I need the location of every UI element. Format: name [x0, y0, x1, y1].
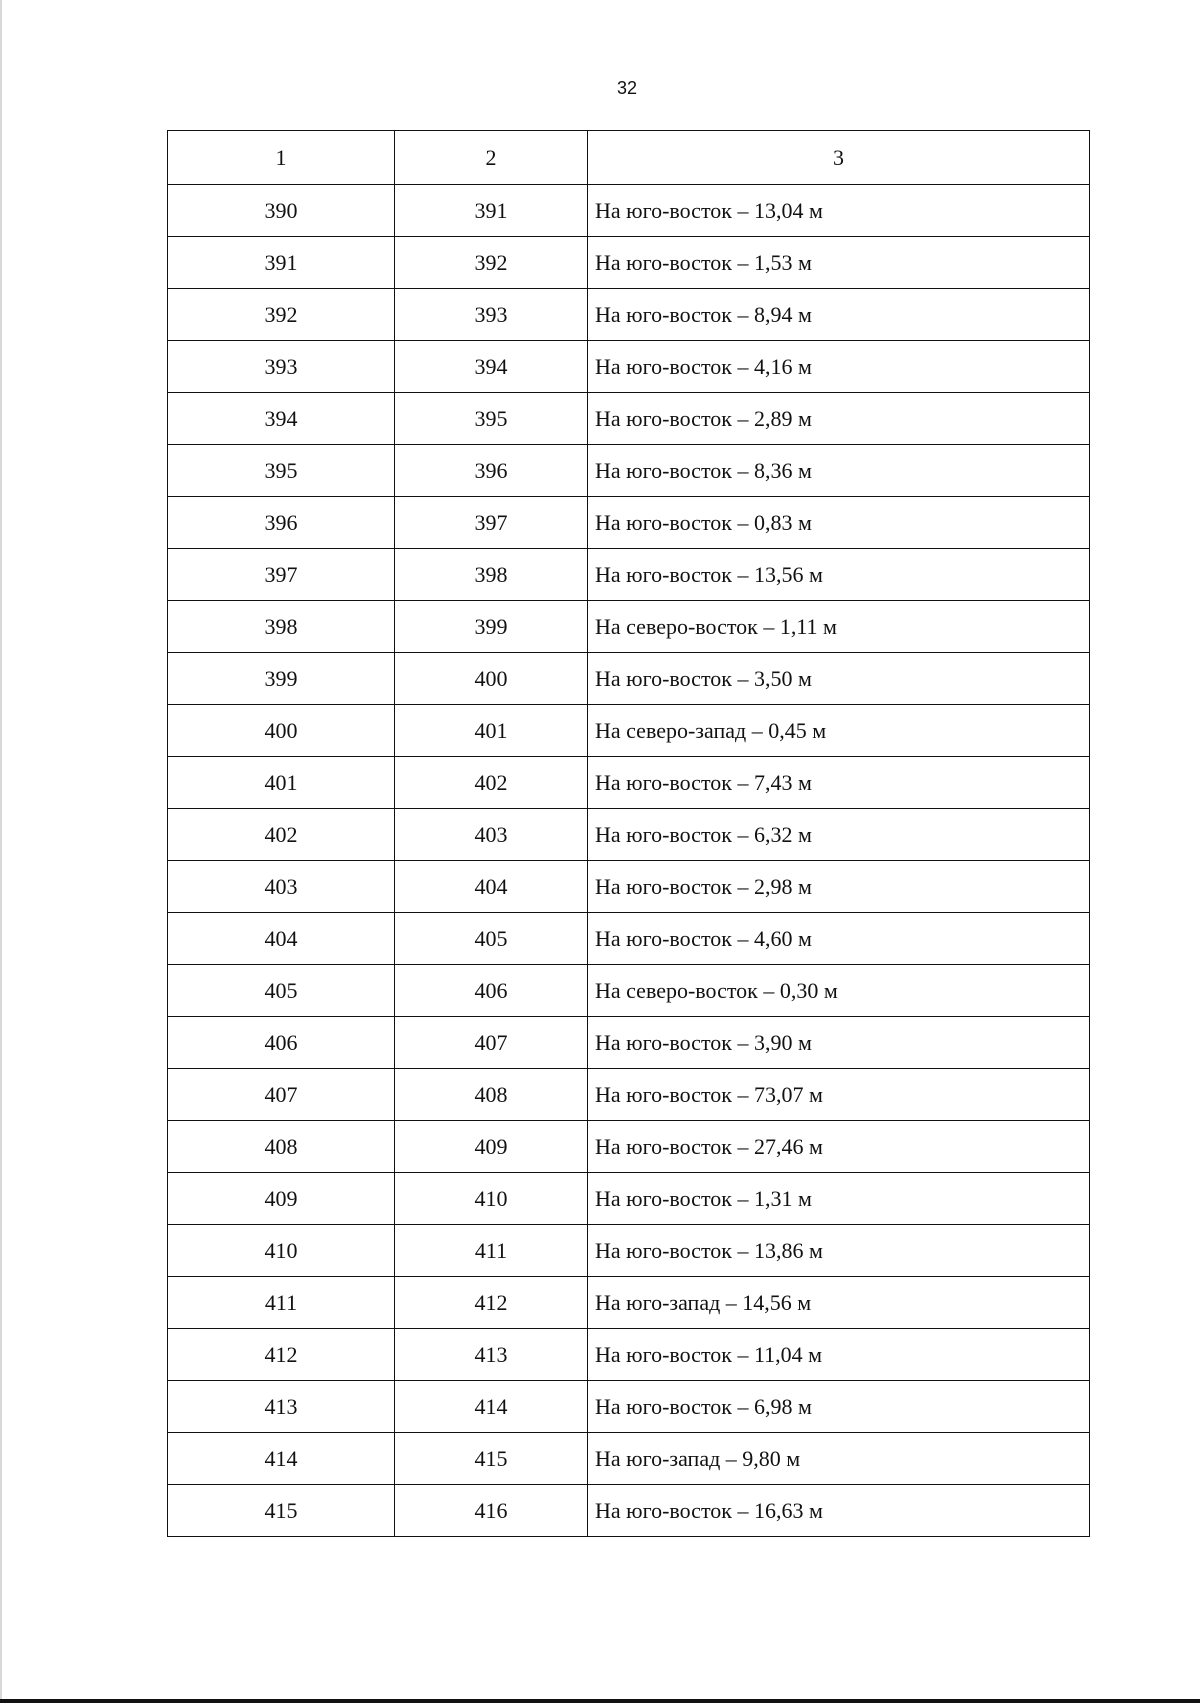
table-row	[168, 497, 1090, 549]
to-point-cell: 408	[395, 1069, 588, 1121]
table-row	[168, 601, 1090, 653]
to-point-cell: 396	[395, 445, 588, 497]
from-point-cell: 412	[168, 1329, 395, 1381]
direction-distance-cell: На северо-восток – 0,30 м	[588, 965, 1090, 1017]
table-row	[168, 1069, 1090, 1121]
from-point-cell: 394	[168, 393, 395, 445]
table-body	[168, 131, 1090, 1537]
table-row	[168, 289, 1090, 341]
table-row	[168, 1329, 1090, 1381]
table-row	[168, 237, 1090, 289]
header-cell-to-point: 2	[395, 131, 588, 185]
direction-distance-cell: На юго-восток – 6,98 м	[588, 1381, 1090, 1433]
table-row	[168, 809, 1090, 861]
direction-distance-cell: На юго-восток – 16,63 м	[588, 1485, 1090, 1537]
direction-distance-cell: На юго-восток – 2,89 м	[588, 393, 1090, 445]
from-point-cell: 398	[168, 601, 395, 653]
from-point-cell: 390	[168, 185, 395, 237]
header-cell-from-point: 1	[168, 131, 395, 185]
to-point-cell: 414	[395, 1381, 588, 1433]
direction-distance-cell: На юго-восток – 1,53 м	[588, 237, 1090, 289]
table-row	[168, 1433, 1090, 1485]
from-point-cell: 411	[168, 1277, 395, 1329]
direction-distance-cell: На юго-восток – 11,04 м	[588, 1329, 1090, 1381]
to-point-cell: 410	[395, 1173, 588, 1225]
to-point-cell: 398	[395, 549, 588, 601]
to-point-cell: 404	[395, 861, 588, 913]
to-point-cell: 399	[395, 601, 588, 653]
table-row	[168, 1277, 1090, 1329]
direction-distance-cell: На юго-восток – 0,83 м	[588, 497, 1090, 549]
to-point-cell: 391	[395, 185, 588, 237]
page-number: 32	[616, 78, 638, 98]
from-point-cell: 396	[168, 497, 395, 549]
direction-distance-cell: На северо-запад – 0,45 м	[588, 705, 1090, 757]
to-point-cell: 412	[395, 1277, 588, 1329]
from-point-cell: 414	[168, 1433, 395, 1485]
to-point-cell: 411	[395, 1225, 588, 1277]
from-point-cell: 401	[168, 757, 395, 809]
to-point-cell: 415	[395, 1433, 588, 1485]
table-row	[168, 1381, 1090, 1433]
direction-distance-cell: На юго-восток – 13,04 м	[588, 185, 1090, 237]
direction-distance-cell: На юго-восток – 4,60 м	[588, 913, 1090, 965]
from-point-cell: 393	[168, 341, 395, 393]
to-point-cell: 403	[395, 809, 588, 861]
from-point-cell: 404	[168, 913, 395, 965]
table-row	[168, 185, 1090, 237]
from-point-cell: 410	[168, 1225, 395, 1277]
table-row	[168, 393, 1090, 445]
boundary-table	[167, 130, 1090, 1537]
from-point-cell: 399	[168, 653, 395, 705]
from-point-cell: 406	[168, 1017, 395, 1069]
direction-distance-cell: На северо-восток – 1,11 м	[588, 601, 1090, 653]
direction-distance-cell: На юго-восток – 7,43 м	[588, 757, 1090, 809]
to-point-cell: 405	[395, 913, 588, 965]
from-point-cell: 395	[168, 445, 395, 497]
table-row	[168, 757, 1090, 809]
to-point-cell: 416	[395, 1485, 588, 1537]
direction-distance-cell: На юго-восток – 13,86 м	[588, 1225, 1090, 1277]
direction-distance-cell: На юго-восток – 2,98 м	[588, 861, 1090, 913]
from-point-cell: 402	[168, 809, 395, 861]
direction-distance-cell: На юго-восток – 3,90 м	[588, 1017, 1090, 1069]
to-point-cell: 409	[395, 1121, 588, 1173]
direction-distance-cell: На юго-восток – 4,16 м	[588, 341, 1090, 393]
table-row	[168, 705, 1090, 757]
from-point-cell: 400	[168, 705, 395, 757]
direction-distance-cell: На юго-восток – 27,46 м	[588, 1121, 1090, 1173]
to-point-cell: 400	[395, 653, 588, 705]
table-row	[168, 861, 1090, 913]
page-edge	[0, 1699, 1200, 1703]
header-cell-description: 3	[588, 131, 1090, 185]
to-point-cell: 395	[395, 393, 588, 445]
table-row	[168, 965, 1090, 1017]
to-point-cell: 406	[395, 965, 588, 1017]
table-row	[168, 1173, 1090, 1225]
direction-distance-cell: На юго-запад – 14,56 м	[588, 1277, 1090, 1329]
table-row	[168, 1121, 1090, 1173]
to-point-cell: 397	[395, 497, 588, 549]
direction-distance-cell: На юго-восток – 6,32 м	[588, 809, 1090, 861]
direction-distance-cell: На юго-восток – 73,07 м	[588, 1069, 1090, 1121]
to-point-cell: 413	[395, 1329, 588, 1381]
direction-distance-cell: На юго-восток – 13,56 м	[588, 549, 1090, 601]
from-point-cell: 397	[168, 549, 395, 601]
to-point-cell: 402	[395, 757, 588, 809]
table-row	[168, 653, 1090, 705]
table-row	[168, 1485, 1090, 1537]
from-point-cell: 403	[168, 861, 395, 913]
to-point-cell: 393	[395, 289, 588, 341]
table-row	[168, 1225, 1090, 1277]
page-edge	[0, 0, 2, 1703]
from-point-cell: 409	[168, 1173, 395, 1225]
from-point-cell: 415	[168, 1485, 395, 1537]
direction-distance-cell: На юго-восток – 1,31 м	[588, 1173, 1090, 1225]
from-point-cell: 405	[168, 965, 395, 1017]
to-point-cell: 401	[395, 705, 588, 757]
direction-distance-cell: На юго-восток – 8,94 м	[588, 289, 1090, 341]
table-row	[168, 341, 1090, 393]
from-point-cell: 413	[168, 1381, 395, 1433]
table-row	[168, 1017, 1090, 1069]
from-point-cell: 391	[168, 237, 395, 289]
from-point-cell: 408	[168, 1121, 395, 1173]
to-point-cell: 394	[395, 341, 588, 393]
direction-distance-cell: На юго-восток – 3,50 м	[588, 653, 1090, 705]
direction-distance-cell: На юго-восток – 8,36 м	[588, 445, 1090, 497]
table-row	[168, 913, 1090, 965]
from-point-cell: 407	[168, 1069, 395, 1121]
table-row	[168, 549, 1090, 601]
table-row	[168, 445, 1090, 497]
table-header-row	[168, 131, 1090, 185]
direction-distance-cell: На юго-запад – 9,80 м	[588, 1433, 1090, 1485]
to-point-cell: 407	[395, 1017, 588, 1069]
from-point-cell: 392	[168, 289, 395, 341]
to-point-cell: 392	[395, 237, 588, 289]
